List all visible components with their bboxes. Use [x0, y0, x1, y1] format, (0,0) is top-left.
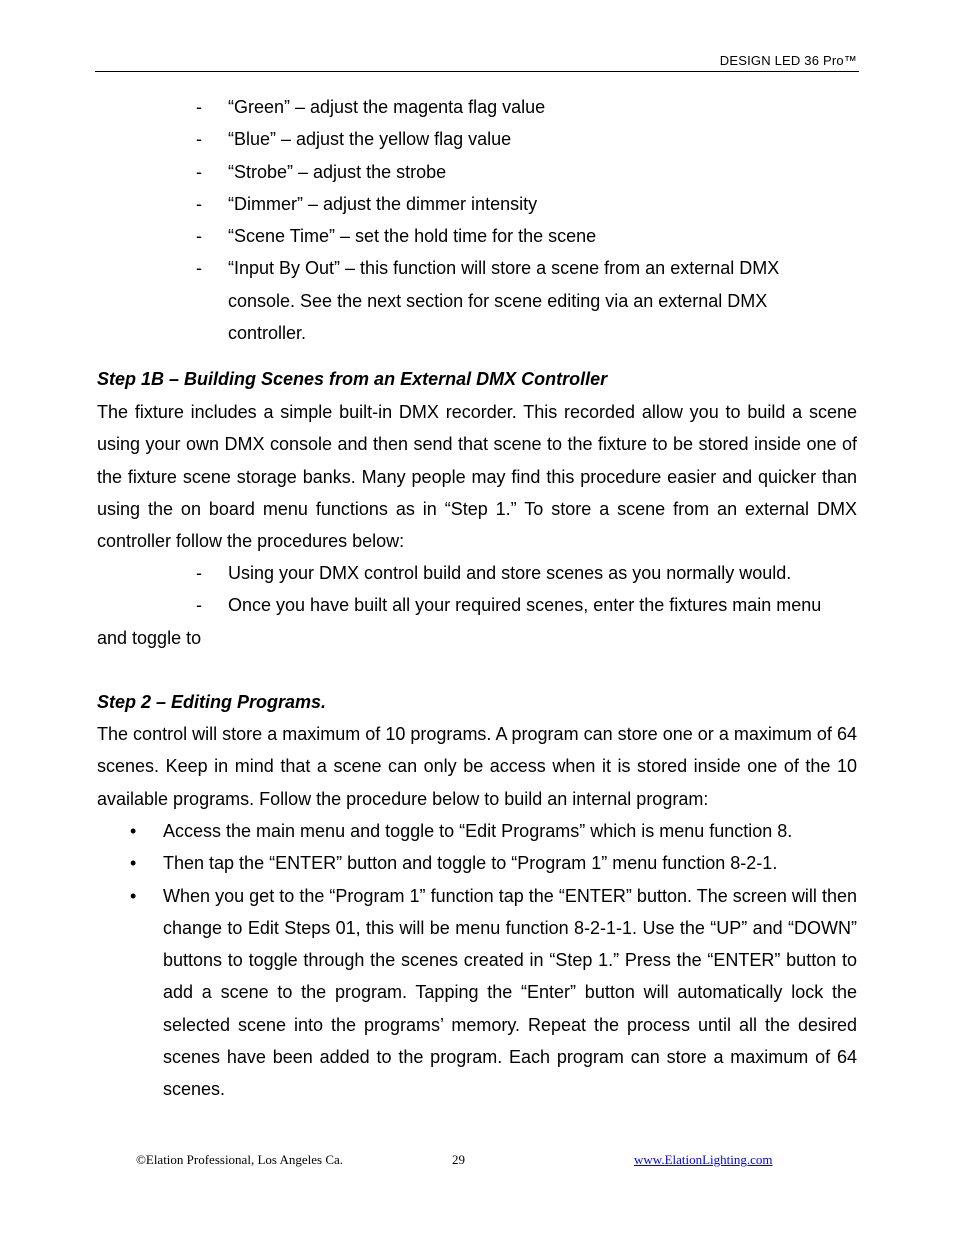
- footer-website-link[interactable]: www.ElationLighting.com: [634, 1152, 773, 1167]
- dash-marker: -: [196, 258, 202, 279]
- header-rule: [95, 71, 859, 72]
- list-item: [97, 557, 857, 589]
- list-item: [97, 880, 857, 1106]
- footer-page-number: 29: [452, 1152, 465, 1167]
- list-item: [97, 188, 857, 220]
- bullet-marker: •: [130, 853, 137, 874]
- footer-copyright: ©Elation Professional, Los Angeles Ca.: [136, 1152, 344, 1167]
- list-item-text: “Strobe” – adjust the strobe: [228, 161, 447, 182]
- step1b-paragraph: The fixture includes a simple built-in DMX recorder. This recorded allow you to build a scene using your own DMX console and then send that scene to the fixture to be stored inside one of the fixture scene storage banks. Many people may find this procedure easier and quicker than using the on board menu functions as in “Step 1.” To store a scene from an external DMX controller follow the procedures below:: [97, 402, 857, 552]
- list-item-text: “Dimmer” – adjust the dimmer intensity: [228, 193, 538, 214]
- dash-marker: -: [196, 193, 202, 214]
- list-item-text: “Input By Out” – this function will store a scene from an external DMX console. See the next section for scene editing via an external DMX controller.: [228, 258, 780, 344]
- step2-bullet-list: [97, 815, 857, 1106]
- step2-heading: Step 2 – Editing Programs.: [97, 692, 327, 712]
- list-item: [97, 91, 857, 123]
- list-item: [97, 220, 857, 252]
- dash-marker: -: [196, 226, 202, 247]
- page-header-title: DESIGN LED 36 Pro™: [719, 53, 857, 68]
- list-item-text: “Green” – adjust the magenta flag value: [228, 97, 546, 117]
- step1b-continuation: and toggle to: [97, 628, 202, 648]
- list-item: [97, 252, 801, 349]
- list-item: [97, 123, 857, 155]
- menu-function-list: [97, 91, 857, 349]
- list-item: [97, 847, 857, 879]
- step2-paragraph: The control will store a maximum of 10 programs. A program can store one or a maximum of 64 scenes. Keep in mind that a scene can only be access when it is stored inside one of the 10 available programs. Follow the procedure below to build an internal program:: [97, 724, 857, 809]
- list-item-text: “Scene Time” – set the hold time for the scene: [228, 226, 597, 247]
- list-item: [97, 815, 857, 847]
- list-item-text: When you get to the “Program 1” function tap the “ENTER” button. The screen will then change to Edit Steps 01, this will be menu function 8-2-1-1. Use the “UP” and “DOWN” buttons to toggle through the scenes created in “Step 1.” Press the “ENTER” button to add a scene to the program. Tapping the “Enter” button will automatically lock the selected scene into the programs’ memory. Repeat the process until all the desired scenes have been added to the program. Each program can store a maximum of 64 scenes.: [163, 885, 857, 1100]
- bullet-marker: •: [130, 821, 137, 841]
- list-item: [97, 156, 857, 188]
- dash-marker: -: [196, 595, 202, 616]
- dash-marker: -: [196, 563, 202, 583]
- list-item-text: Access the main menu and toggle to “Edit Programs” which is menu function 8.: [163, 821, 793, 841]
- list-item-text: Using your DMX control build and store scenes as you normally would.: [228, 563, 792, 583]
- bullet-marker: •: [130, 885, 137, 906]
- list-item-text: Once you have built all your required scenes, enter the fixtures main menu: [228, 595, 822, 616]
- list-item-text: “Blue” – adjust the yellow flag value: [228, 129, 512, 150]
- list-item-text: Then tap the “ENTER” button and toggle to “Program 1” menu function 8-2-1.: [163, 853, 778, 874]
- dash-marker: -: [196, 129, 202, 150]
- dash-marker: -: [196, 97, 202, 117]
- dash-marker: -: [196, 161, 202, 182]
- list-item: [97, 589, 857, 621]
- step1b-heading: Step 1B – Building Scenes from an External DMX Controller: [97, 369, 608, 389]
- step1b-list: [97, 557, 857, 622]
